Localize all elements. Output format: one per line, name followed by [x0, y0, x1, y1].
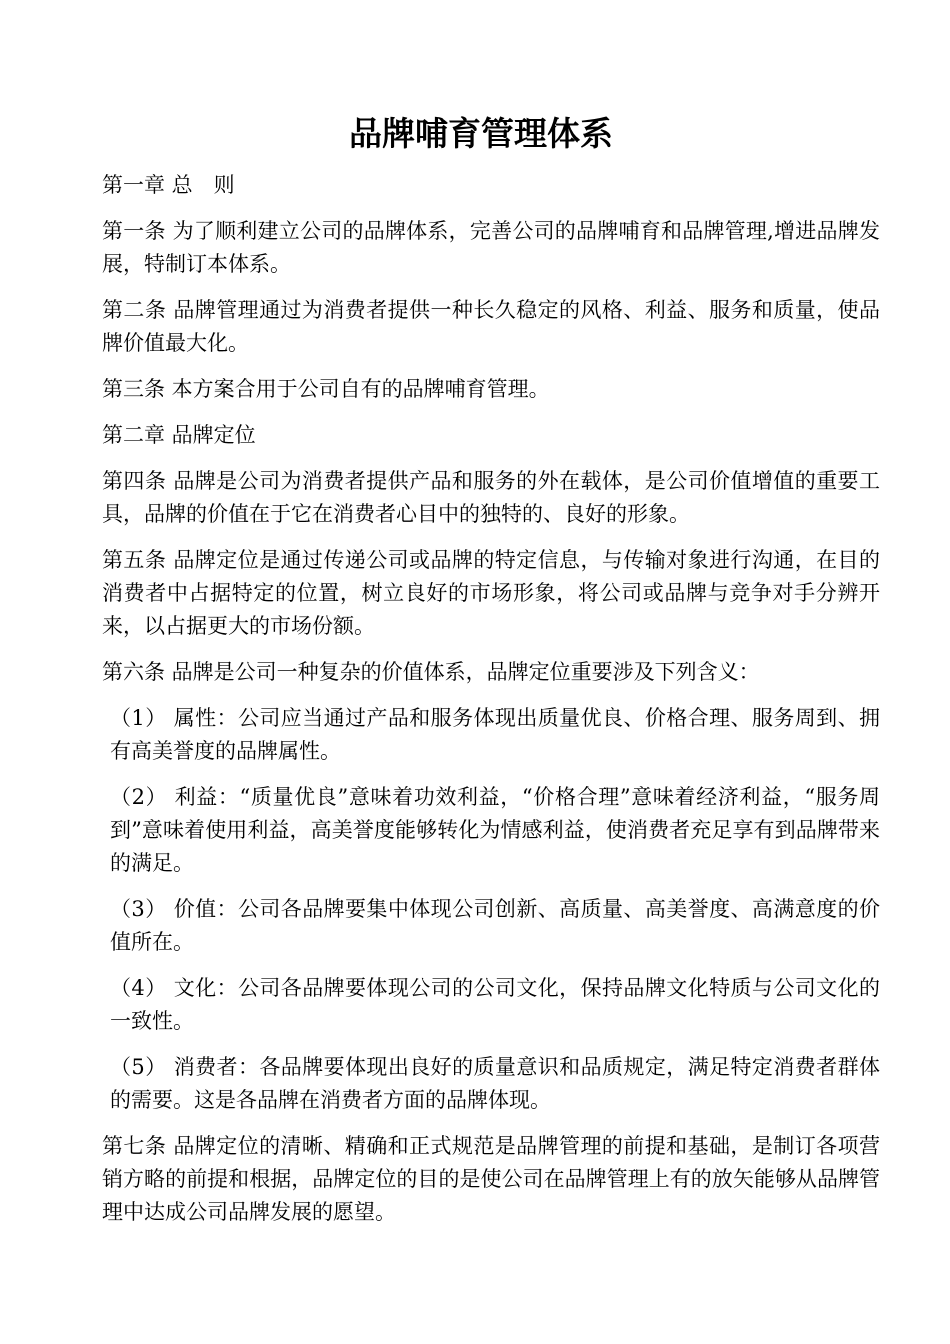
- document-title: 品牌哺育管理体系: [349, 114, 613, 153]
- list-item-5: （5） 消费者：各品牌要体现出良好的质量意识和品质规定，满足特定消费者群体的需要。这是各品牌在消费者方面的品牌体现。: [110, 1055, 880, 1112]
- list-item-3: （3） 价值：公司各品牌要集中体现公司创新、高质量、高美誉度、高满意度的价值所在。: [110, 897, 880, 954]
- article-6: 第六条 品牌是公司一种复杂的价值体系，品牌定位重要涉及下列含义：: [102, 660, 760, 684]
- chapter-2-heading: 第二章 品牌定位: [102, 423, 256, 447]
- list-item-1: （1） 属性：公司应当通过产品和服务体现出质量优良、价格合理、服务周到、拥有高美誉度的品牌属性。: [110, 706, 880, 763]
- article-5: 第五条 品牌定位是通过传递公司或品牌的特定信息，与传输对象进行沟通，在目的消费者中占据特定的位置，树立良好的市场形象，将公司或品牌与竞争对手分辨开来，以占据更大的市场份额。: [102, 548, 880, 638]
- document-body: [102, 169, 880, 1242]
- chapter-1-heading: 第一章 总 则: [102, 173, 235, 197]
- article-4: 第四条 品牌是公司为消费者提供产品和服务的外在载体，是公司价值增值的重要工具，品牌的价值在于它在消费者心目中的独特的、良好的形象。: [102, 469, 880, 526]
- article-2: 第二条 品牌管理通过为消费者提供一种长久稳定的风格、利益、服务和质量，使品牌价值最大化。: [102, 298, 880, 355]
- article-3: 第三条 本方案合用于公司自有的品牌哺育管理。: [102, 377, 550, 401]
- list-item-4: （4） 文化：公司各品牌要体现公司的公司文化，保持品牌文化特质与公司文化的一致性。: [110, 976, 880, 1033]
- article-7: 第七条 品牌定位的清晰、精确和正式规范是品牌管理的前提和基础，是制订各项营销方略的前提和根据，品牌定位的目的是使公司在品牌管理上有的放矢能够从品牌管理中达成公司品牌发展的愿望。: [102, 1134, 880, 1224]
- list-item-2: （2） 利益：“质量优良”意味着功效利益，“价格合理”意味着经济利益，“服务周到”意味着使用利益，高美誉度能够转化为情感利益，使消费者充足享有到品牌带来的满足。: [110, 785, 880, 875]
- article-1: 第一条 为了顺利建立公司的品牌体系，完善公司的品牌哺育和品牌管理,增进品牌发展，特制订本体系。: [102, 219, 880, 276]
